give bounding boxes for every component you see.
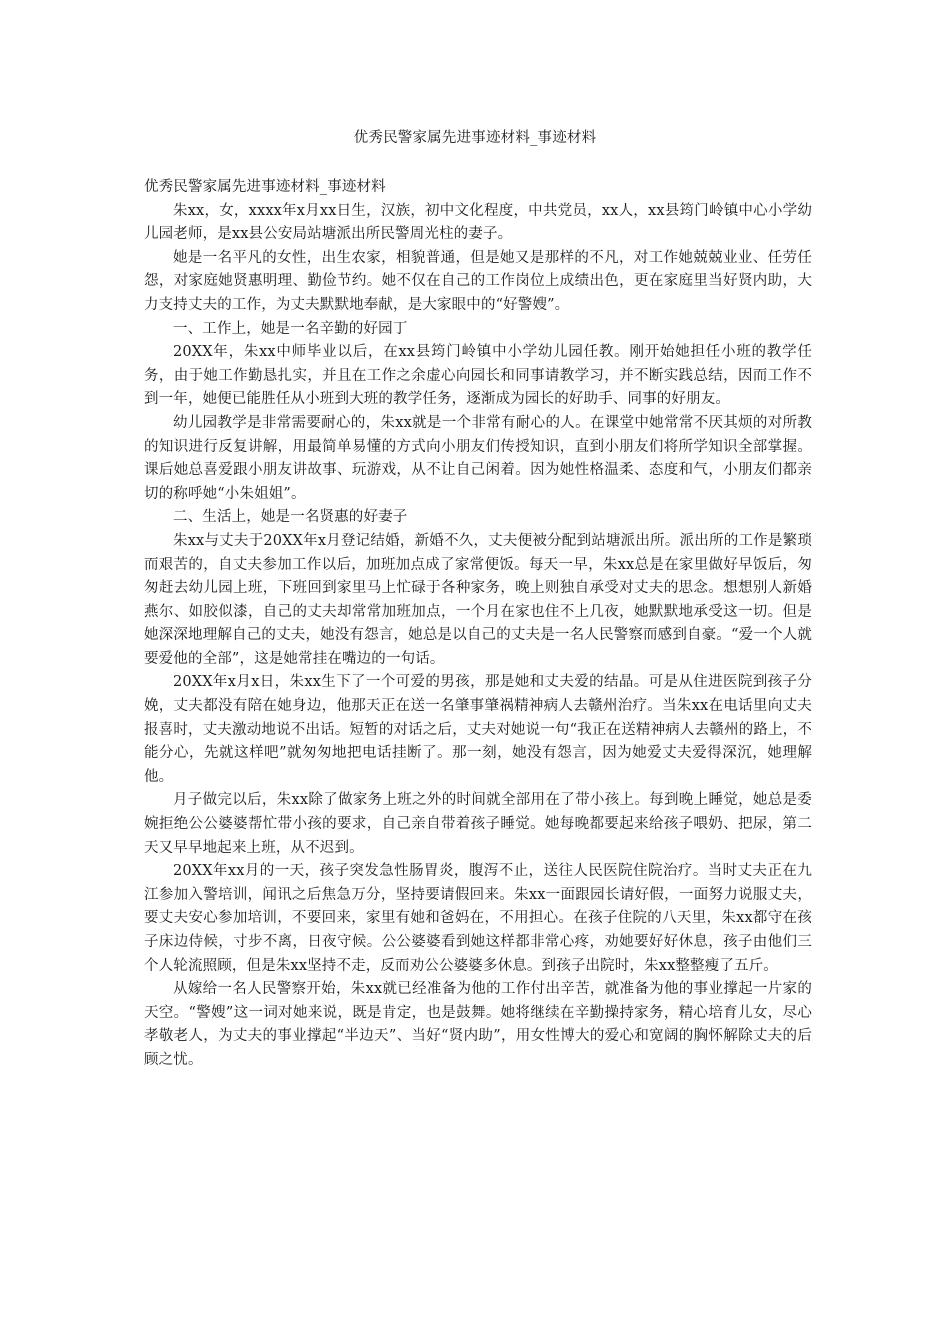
paragraph-5: 朱xx与丈夫于20XX年x月登记结婚，新婚不久，丈夫便被分配到站塘派出所。派出所的工作是繁琐而艰苦的，自丈夫参加工作以后，加班加点成了家常便饭。每天一早，朱xx总是在家里做好早饭后，匆匆赶去幼儿园上班，下班回到家里马上忙碌于各种家务，晚上则独自承受对丈夫的思念。想想别人新婚燕尔、如胶似漆，自己的丈夫却常常加班加点，一个月在家也住不上几夜，她默默地承受这一切。但是她深深地理解自己的丈夫，她没有怨言，她总是以自己的丈夫是一名人民警察而感到自豪。“爱一个人就要爱他的全部”，这是她常挂在嘴边的一句话。 — [144, 532, 812, 667]
paragraph-6: 20XX年x月x日，朱xx生下了一个可爱的男孩，那是她和丈夫爱的结晶。可是从住进医院到孩子分娩，丈夫都没有陪在她身边，他那天正在送一名肇事肇祸精神病人去赣州治疗。当朱xx在电话里向丈夫报喜时，丈夫激动地说不出话。短暂的对话之后，丈夫对她说一句“我正在送精神病人去赣州的路上，不能分心，先就这样吧”就匆匆地把电话挂断了。那一刻，她没有怨言，因为她爱丈夫爱得深沉，她理解他。 — [144, 674, 812, 785]
document-subtitle: 优秀民警家属先进事迹材料_事迹材料 — [144, 179, 386, 195]
paragraph-4: 幼儿园教学是非常需要耐心的，朱xx就是一个非常有耐心的人。在课堂中她常常不厌其烦的对所教的知识进行反复讲解，用最简单易懂的方式向小朋友们传授知识，直到小朋友们将所学知识全部掌握。课后她总喜爱跟小朋友讲故事、玩游戏，从不让自己闲着。因为她性格温柔、态度和气，小朋友们都亲切的称呼她“小朱姐姐”。 — [144, 414, 812, 502]
paragraph-9: 从嫁给一名人民警察开始，朱xx就已经准备为他的工作付出辛苦，就准备为他的事业撑起一片家的天空。“警嫂”这一词对她来说，既是肯定，也是鼓舞。她将继续在辛勤操持家务，精心培育儿女，尽心孝敬老人，为丈夫的事业撑起“半边天”、当好“贤内助”，用女性博大的爱心和宽阔的胸怀解除丈夫的后顾之忧。 — [144, 981, 812, 1068]
section-heading-1: 一、工作上，她是一名辛勤的好园丁 — [173, 320, 408, 337]
document-title: 优秀民警家属先进事迹材料_事迹材料 — [353, 130, 597, 146]
paragraph-7: 月子做完以后，朱xx除了做家务上班之外的时间就全部用在了带小孩上。每到晚上睡觉，她总是委婉拒绝公公婆婆帮忙带小孩的要求，自己亲自带着孩子睡觉。她每晚都要起来给孩子喂奶、把尿，第二天又早早地起来上班，从不迟到。 — [144, 792, 812, 856]
document-body — [144, 176, 812, 1073]
paragraph-8: 20XX年xx月的一天，孩子突发急性肠胃炎，腹泻不止，送往人民医院住院治疗。当时丈夫正在九江参加入警培训，闻讯之后焦急万分，坚持要请假回来。朱xx一面跟园长请好假，一面努力说服丈夫，要丈夫安心参加培训，不要回来，家里有她和爸妈在，不用担心。在孩子住院的八天里，朱xx都守在孩子床边侍候，寸步不离，日夜守候。公公婆婆看到她这样都非常心疼，劝她要好好休息，孩子由他们三个人轮流照顾，但是朱xx坚持不走，反而劝公公婆婆多休息。到孩子出院时，朱xx整整瘦了五斤。 — [144, 863, 812, 974]
paragraph-3: 20XX年，朱xx中师毕业以后，在xx县筠门岭镇中小学幼儿园任教。刚开始她担任小班的教学任务，由于她工作勤恳扎实，并且在工作之余虚心向园长和同事请教学习，并不断实践总结，因而工作不到一年，她便已能胜任从小班到大班的教学任务，逐渐成为园长的好助手、同事的好朋友。 — [144, 344, 812, 408]
paragraph-2: 她是一名平凡的女性，出生农家，相貌普通，但是她又是那样的不凡，对工作她兢兢业业、任劳任怨，对家庭她贤惠明理、勤俭节约。她不仅在自己的工作岗位上成绩出色，更在家庭里当好贤内助，大力支持丈夫的工作，为丈夫默默地奉献，是大家眼中的“好警嫂”。 — [144, 249, 812, 313]
section-heading-2: 二、生活上，她是一名贤惠的好妻子 — [173, 509, 408, 526]
paragraph-1: 朱xx，女，xxxx年x月xx日生，汉族，初中文化程度，中共党员，xx人，xx县筠门岭镇中心小学幼儿园老师，是xx县公安局站塘派出所民警周光柱的妻子。 — [144, 202, 812, 243]
